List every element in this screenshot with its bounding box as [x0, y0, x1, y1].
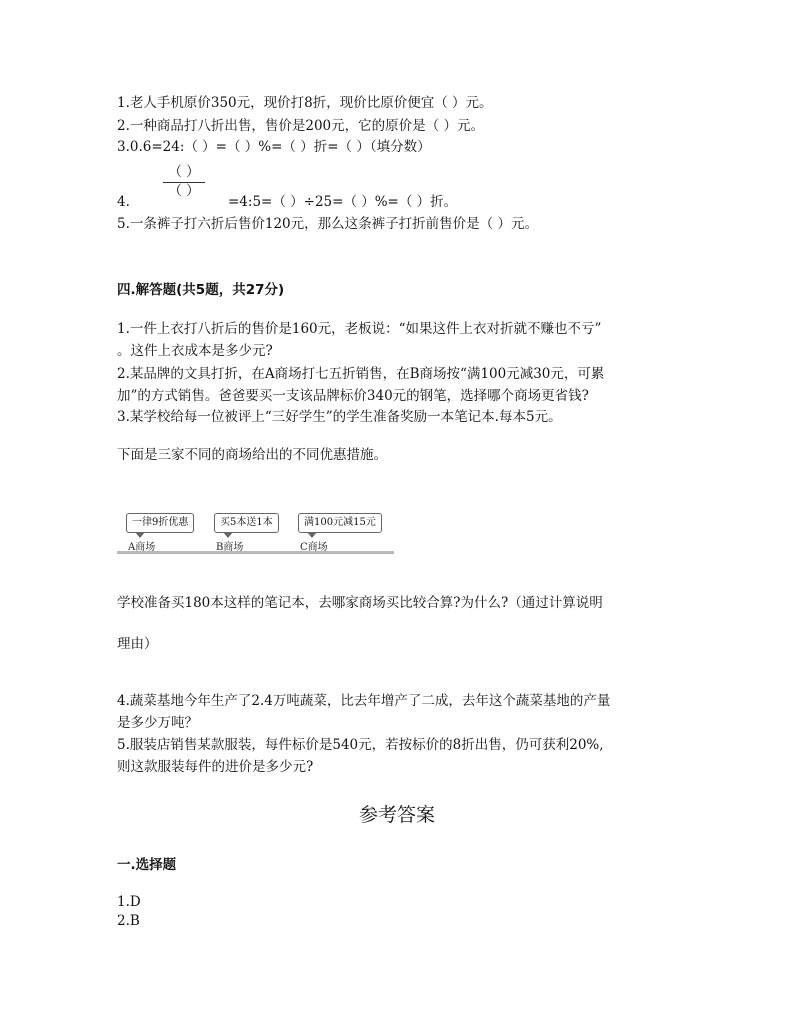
problem-2-line-2: 加”的方式销售。爸爸要买一支该品牌标价340元的钢笔，选择哪个商场更省钱? — [117, 388, 589, 404]
problem-4-line-1: 4.蔬菜基地今年生产了2.4万吨蔬菜，比去年增产了二成，去年这个蔬菜基地的产量 — [117, 693, 611, 709]
store-a-name: A商场 — [128, 542, 156, 553]
fill-blank-q2: 2.一种商品打八折出售，售价是200元，它的原价是（ ）元。 — [117, 118, 484, 134]
fill-blank-q5: 5.一条裤子打六折后售价120元，那么这条裤子打折前售价是（ ）元。 — [117, 216, 538, 232]
answers-section-1-heading: 一.选择题 — [117, 857, 177, 873]
fill-blank-q3: 3.0.6=24:（ ）=（ ）%=（ ）折=（ ）（填分数） — [117, 139, 431, 155]
problem-5-line-2: 则这款服装每件的进价是多少元? — [117, 759, 314, 775]
store-a — [126, 510, 194, 553]
answer-2: 2.B — [117, 913, 140, 929]
store-a-offer: 一律9折优惠 — [126, 513, 194, 533]
problem-1-line-2: 。这件上衣成本是多少元? — [117, 343, 273, 359]
fill-blank-q4-rest: =4:5=（ ）÷25=（ ）%=（ ）折。 — [228, 194, 458, 210]
problem-2-line-1: 2.某品牌的文具打折，在A商场打七五折销售，在B商场按“满100元减30元，可累 — [117, 366, 605, 382]
store-c-name: C商场 — [300, 542, 328, 553]
answer-1: 1.D — [117, 894, 141, 910]
problem-1-line-1: 1.一件上衣打八折后的售价是160元，老板说：“如果这件上衣对折就不赚也不亏” — [117, 321, 602, 337]
problem-3-line-3: 学校准备买180本这样的笔记本，去哪家商场买比较合算?为什么?（通过计算说明 — [117, 595, 603, 611]
problem-5-line-1: 5.服装店销售某款服装，每件标价是540元，若按标价的8折出售，仍可获利20%, — [117, 737, 604, 753]
store-c-offer: 满100元减15元 — [298, 513, 382, 533]
store-c — [298, 510, 382, 553]
fill-blank-q1: 1.老人手机原价350元，现价打8折，现价比原价便宜（ ）元。 — [117, 95, 493, 111]
fraction-denominator: （ ） — [168, 183, 200, 199]
fraction-blank — [163, 164, 205, 200]
problem-3-line-2: 下面是三家不同的商场给出的不同优惠措施。 — [117, 447, 387, 463]
store-b-offer: 买5本送1本 — [214, 513, 279, 533]
answers-title: 参考答案 — [358, 804, 435, 826]
store-ground-line — [117, 532, 394, 554]
fraction-numerator: （ ） — [163, 164, 205, 183]
store-b-name: B商场 — [216, 542, 244, 553]
fill-blank-q4-prefix: 4. — [117, 194, 130, 210]
problem-3-line-1: 3.某学校给每一位被评上“三好学生”的学生准备奖励一本笔记本.每本5元。 — [117, 409, 562, 425]
problem-3-line-4: 理由） — [117, 636, 158, 652]
store-b — [214, 510, 279, 553]
section-heading-4: 四.解答题(共5题，共27分) — [117, 282, 285, 298]
problem-4-line-2: 是多少万吨？ — [117, 715, 198, 731]
